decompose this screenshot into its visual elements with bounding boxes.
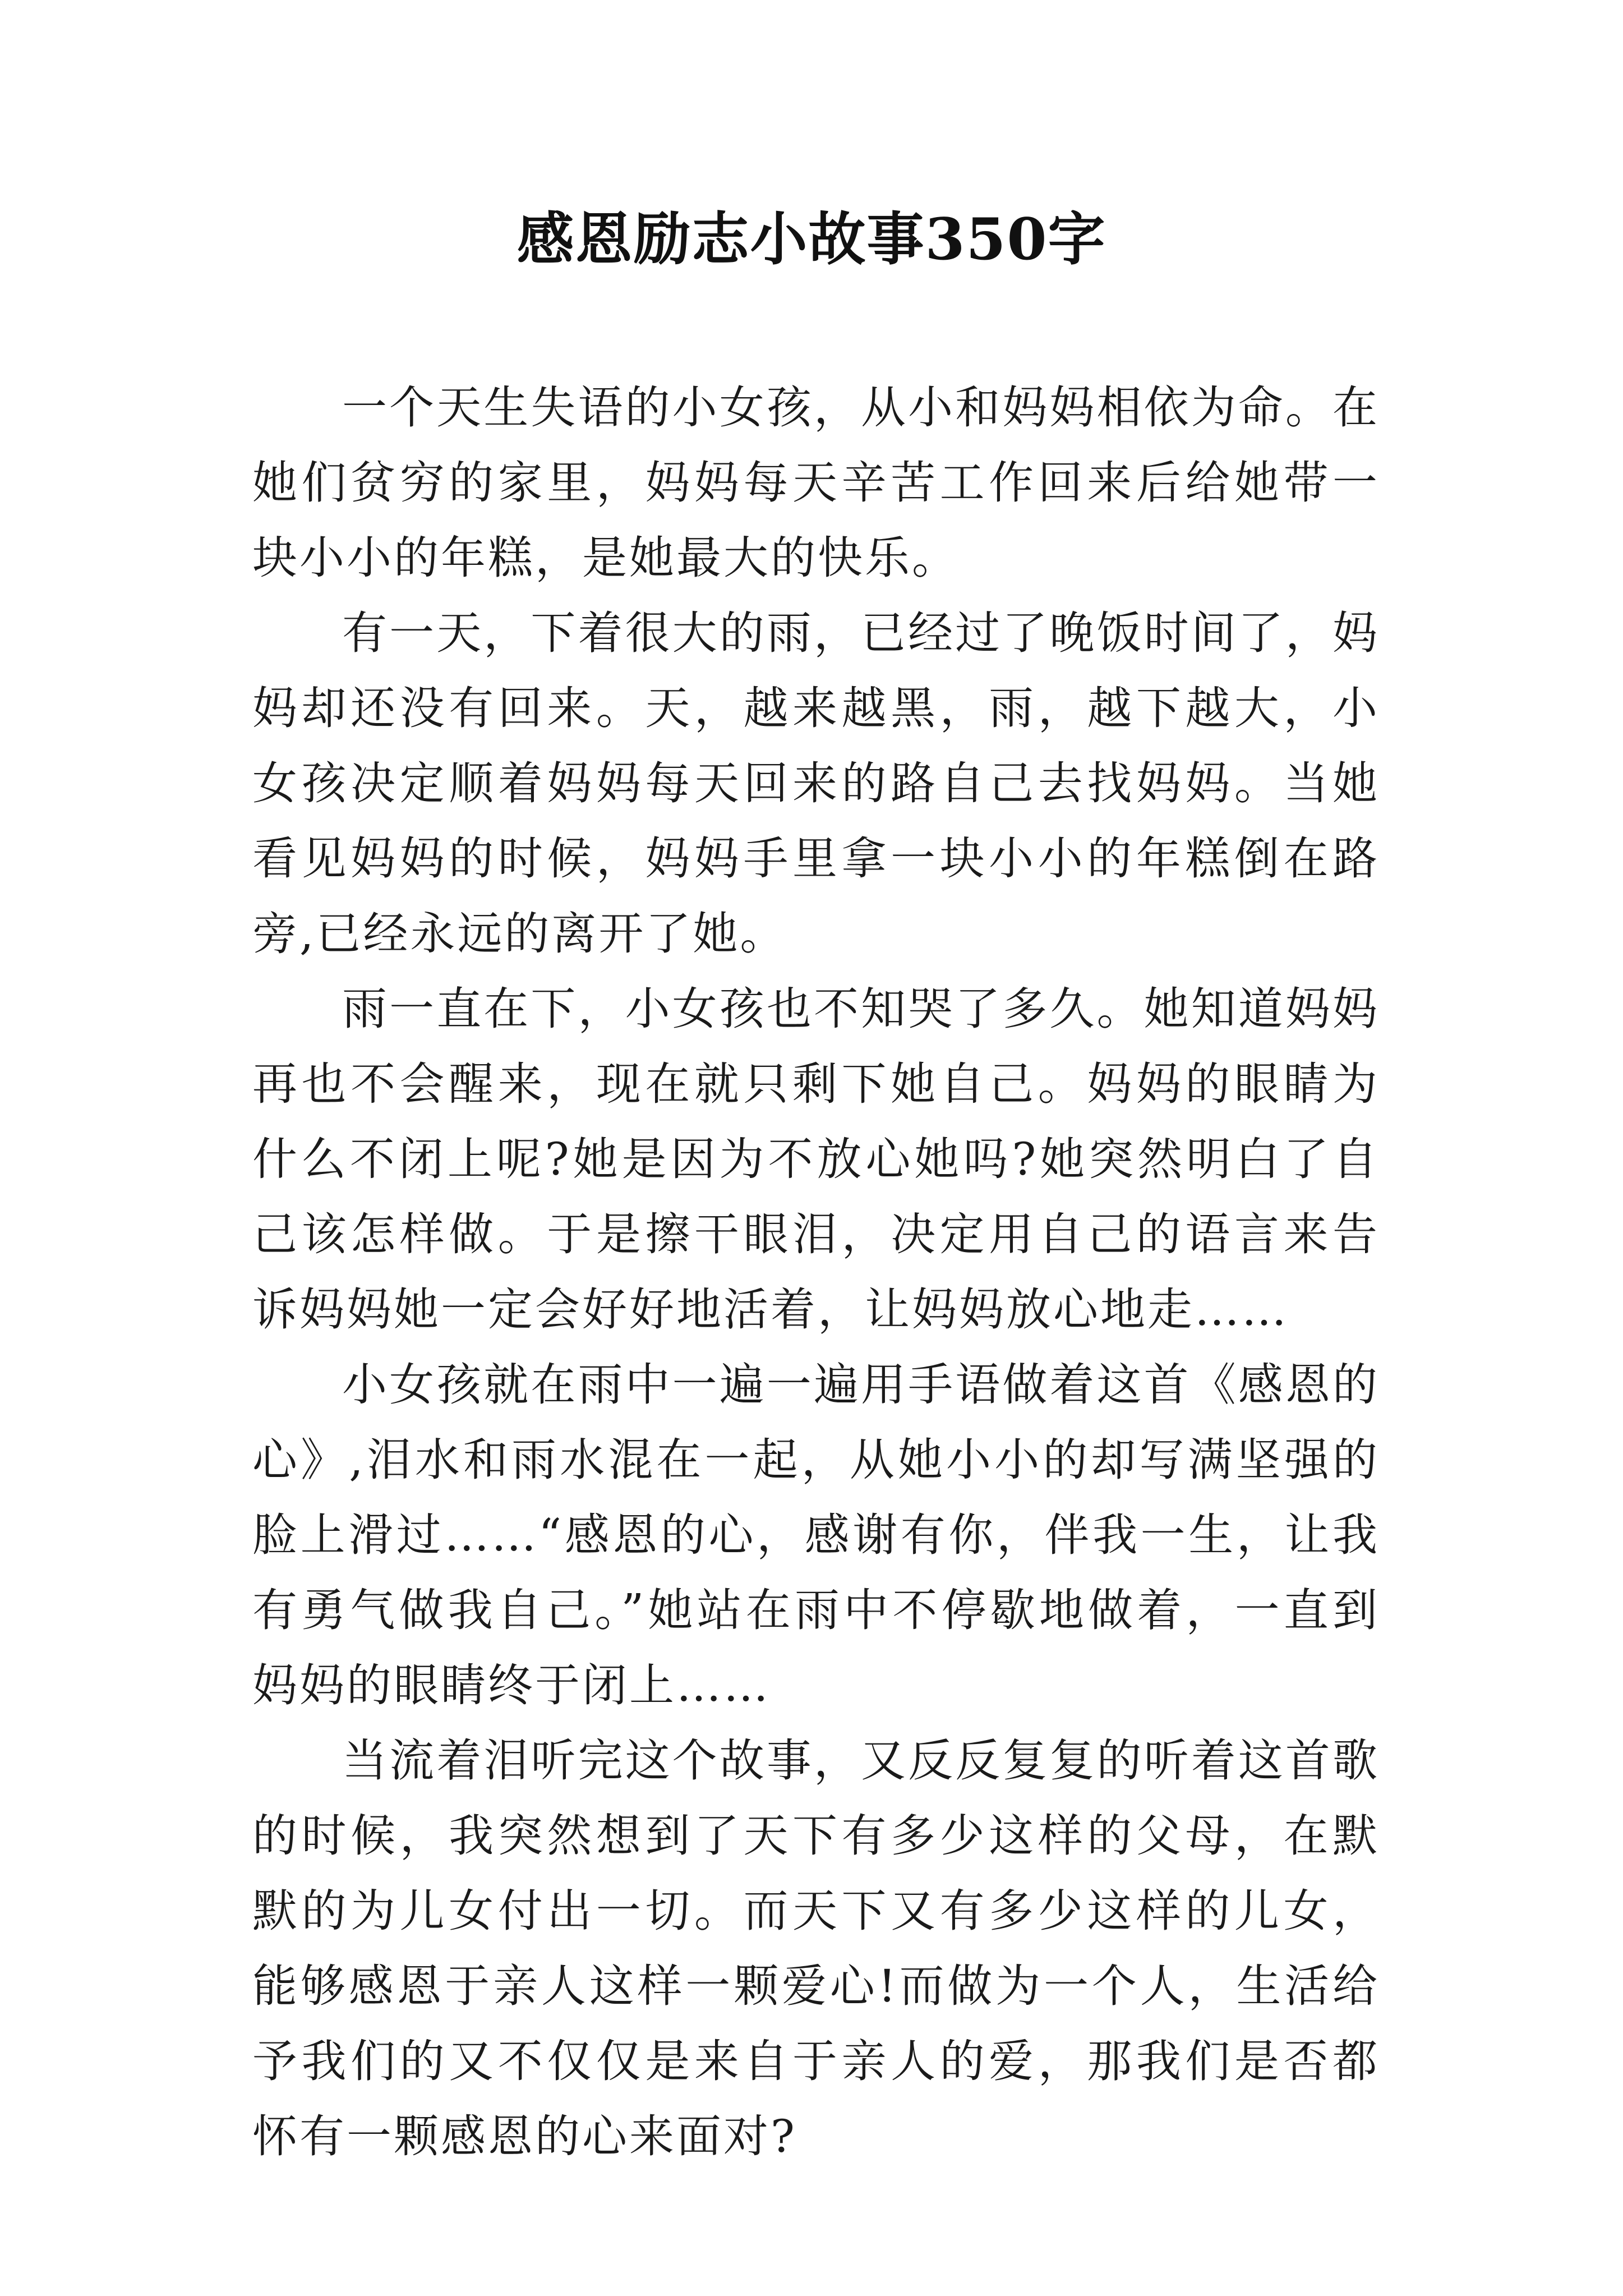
paragraph-5: 当流着泪听完这个故事，又反反复复的听着这首歌的时候，我突然想到了天下有多少这样的父母，在默默的为儿女付出一切。而天下又有多少这样的儿女，能够感恩于亲人这样一颗爱心!而做为一个人，生活给予我们的又不仅仅是来自于亲人的爱，那我们是否都怀有一颗感恩的心来面对? (252, 1734, 1380, 2162)
paragraph-4: 小女孩就在雨中一遍一遍用手语做着这首《感恩的心》,泪水和雨水混在一起，从她小小的却写满坚强的脸上滑过……“感恩的心，感谢有你，伴我一生，让我有勇气做我自己。”她站在雨中不停歇地做着，一直到妈妈的眼睛终于闭上…… (252, 1359, 1380, 1711)
document-title: 感恩励志小故事350字 (517, 206, 1106, 273)
paragraph-1: 一个天生失语的小女孩，从小和妈妈相依为命。在她们贫穷的家里，妈妈每天辛苦工作回来后给她带一块小小的年糕，是她最大的快乐。 (252, 381, 1380, 584)
paragraph-2: 有一天，下着很大的雨，已经过了晚饭时间了，妈妈却还没有回来。天，越来越黑，雨，越下越大，小女孩决定顺着妈妈每天回来的路自己去找妈妈。当她看见妈妈的时候，妈妈手里拿一块小小的年糕倒在路旁,已经永远的离开了她。 (252, 607, 1380, 960)
paragraph-3: 雨一直在下，小女孩也不知哭了多久。她知道妈妈再也不会醒来，现在就只剩下她自己。妈妈的眼睛为什么不闭上呢?她是因为不放心她吗?她突然明白了自己该怎样做。于是擦干眼泪，决定用自己的语言来告诉妈妈她一定会好好地活着，让妈妈放心地走…… (252, 983, 1380, 1336)
document-body (252, 370, 1380, 2174)
